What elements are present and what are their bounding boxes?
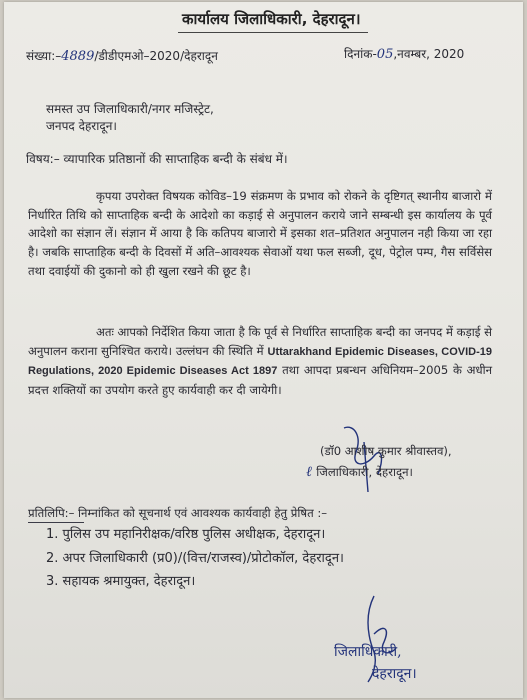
signature-scribble	[304, 422, 504, 502]
signatory-designation: ℓ जिलाधिकारी, देहरादून।	[306, 464, 413, 480]
addressee-line-1: समस्त उप जिलाधिकारी/नगर मजिस्ट्रेट,	[46, 102, 214, 116]
copy-heading: प्रतिलिपि:– निम्नांकित को सूचनार्थ एवं आवश्यक कार्यवाही हेतु प्रेषित :–	[28, 506, 328, 520]
copy-heading-underline	[28, 522, 84, 523]
signed-mark: ℓ	[306, 464, 317, 480]
date-line	[344, 47, 464, 62]
footer-city: देहरादून।	[372, 666, 417, 682]
date-rest: ,नवम्बर, 2020	[393, 47, 465, 61]
ref-label: संख्या:–	[26, 49, 62, 63]
body-paragraph-1: कृपया उपरोक्त विषयक कोविड–19 संक्रमण के प्रभाव को रोकने के दृष्टिगत् स्थानीय बाजारो में निर्धारित तिथि को साप्ताहिक बन्दी के आदेशो का कड़ाई से अनुपालन कराये जाने सम्बन्धी इस कार्यालय के पूर्व आदेशो का संज्ञान लें। संज्ञान में आया है कि कतिपय बाजारो में इसका शत–प्रतिशत अनुपालन नही किया जा रहा है। जबकि साप्ताहिक बन्दी के दिवसों में अति–आवश्यक सेवाओं यथा फल सब्जी, दूध, पेट्रोल पम्प, गैस सर्विसेस तथा दवाईयों की दुकानो को ही खुला रखने की छूट है।	[28, 189, 492, 278]
date-label: दिनांक-	[344, 47, 377, 61]
reference-line	[26, 49, 218, 64]
addressee-line-2: जनपद देहरादून।	[46, 119, 117, 133]
date-day: 05	[376, 47, 394, 62]
copy-item-2: 2. अपर जिलाधिकारी (प्र0)/(वित्त/राजस्व)/प्रोटोकॉल, देहरादून।	[46, 551, 344, 566]
office-title: कार्यालय जिलाधिकारी, देहरादून।	[182, 10, 361, 28]
title-underline	[178, 32, 368, 33]
para2-english: Uttarakhand Epidemic Diseases, COVID-19 Regulations, 2020 Epidemic Diseases Act 1897	[28, 345, 493, 378]
para2-start: अतः आपको निर्देशित किया जाता है कि पूर्व से निर्धारित साप्ताहिक बन्दी का जनपद में कड़ाई से अनुपालन कराना सुनिश्चित कराये। उल्लंघन की स्थिति में	[28, 325, 492, 358]
ref-suffix: /डीडीएमओ–2020/देहरादून	[94, 49, 218, 63]
para2-end: तथा आपदा प्रबन्धन अधिनियम–2005 के अधीन प्रदत्त शक्तियों का उपयोग करते हुए कार्यवाही कर दी जायेगी।	[28, 363, 493, 398]
copy-item-3: 3. सहायक श्रमायुक्त, देहरादून।	[46, 574, 196, 589]
letter-page	[4, 2, 523, 698]
subject-line: विषय:– व्यापारिक प्रतिष्ठानों की साप्ताहिक बन्दी के संबंध में।	[26, 152, 288, 166]
body-paragraph-2	[28, 323, 492, 400]
copy-item-1: 1. पुलिस उप महानिरीक्षक/वरिष्ठ पुलिस अधीक्षक, देहरादून।	[46, 527, 326, 542]
footer-designation: जिलाधिकारी,	[334, 644, 402, 660]
signatory-name: (डॉ0 आशीष कुमार श्रीवास्तव),	[320, 444, 452, 458]
ref-number: 4889	[61, 49, 95, 64]
